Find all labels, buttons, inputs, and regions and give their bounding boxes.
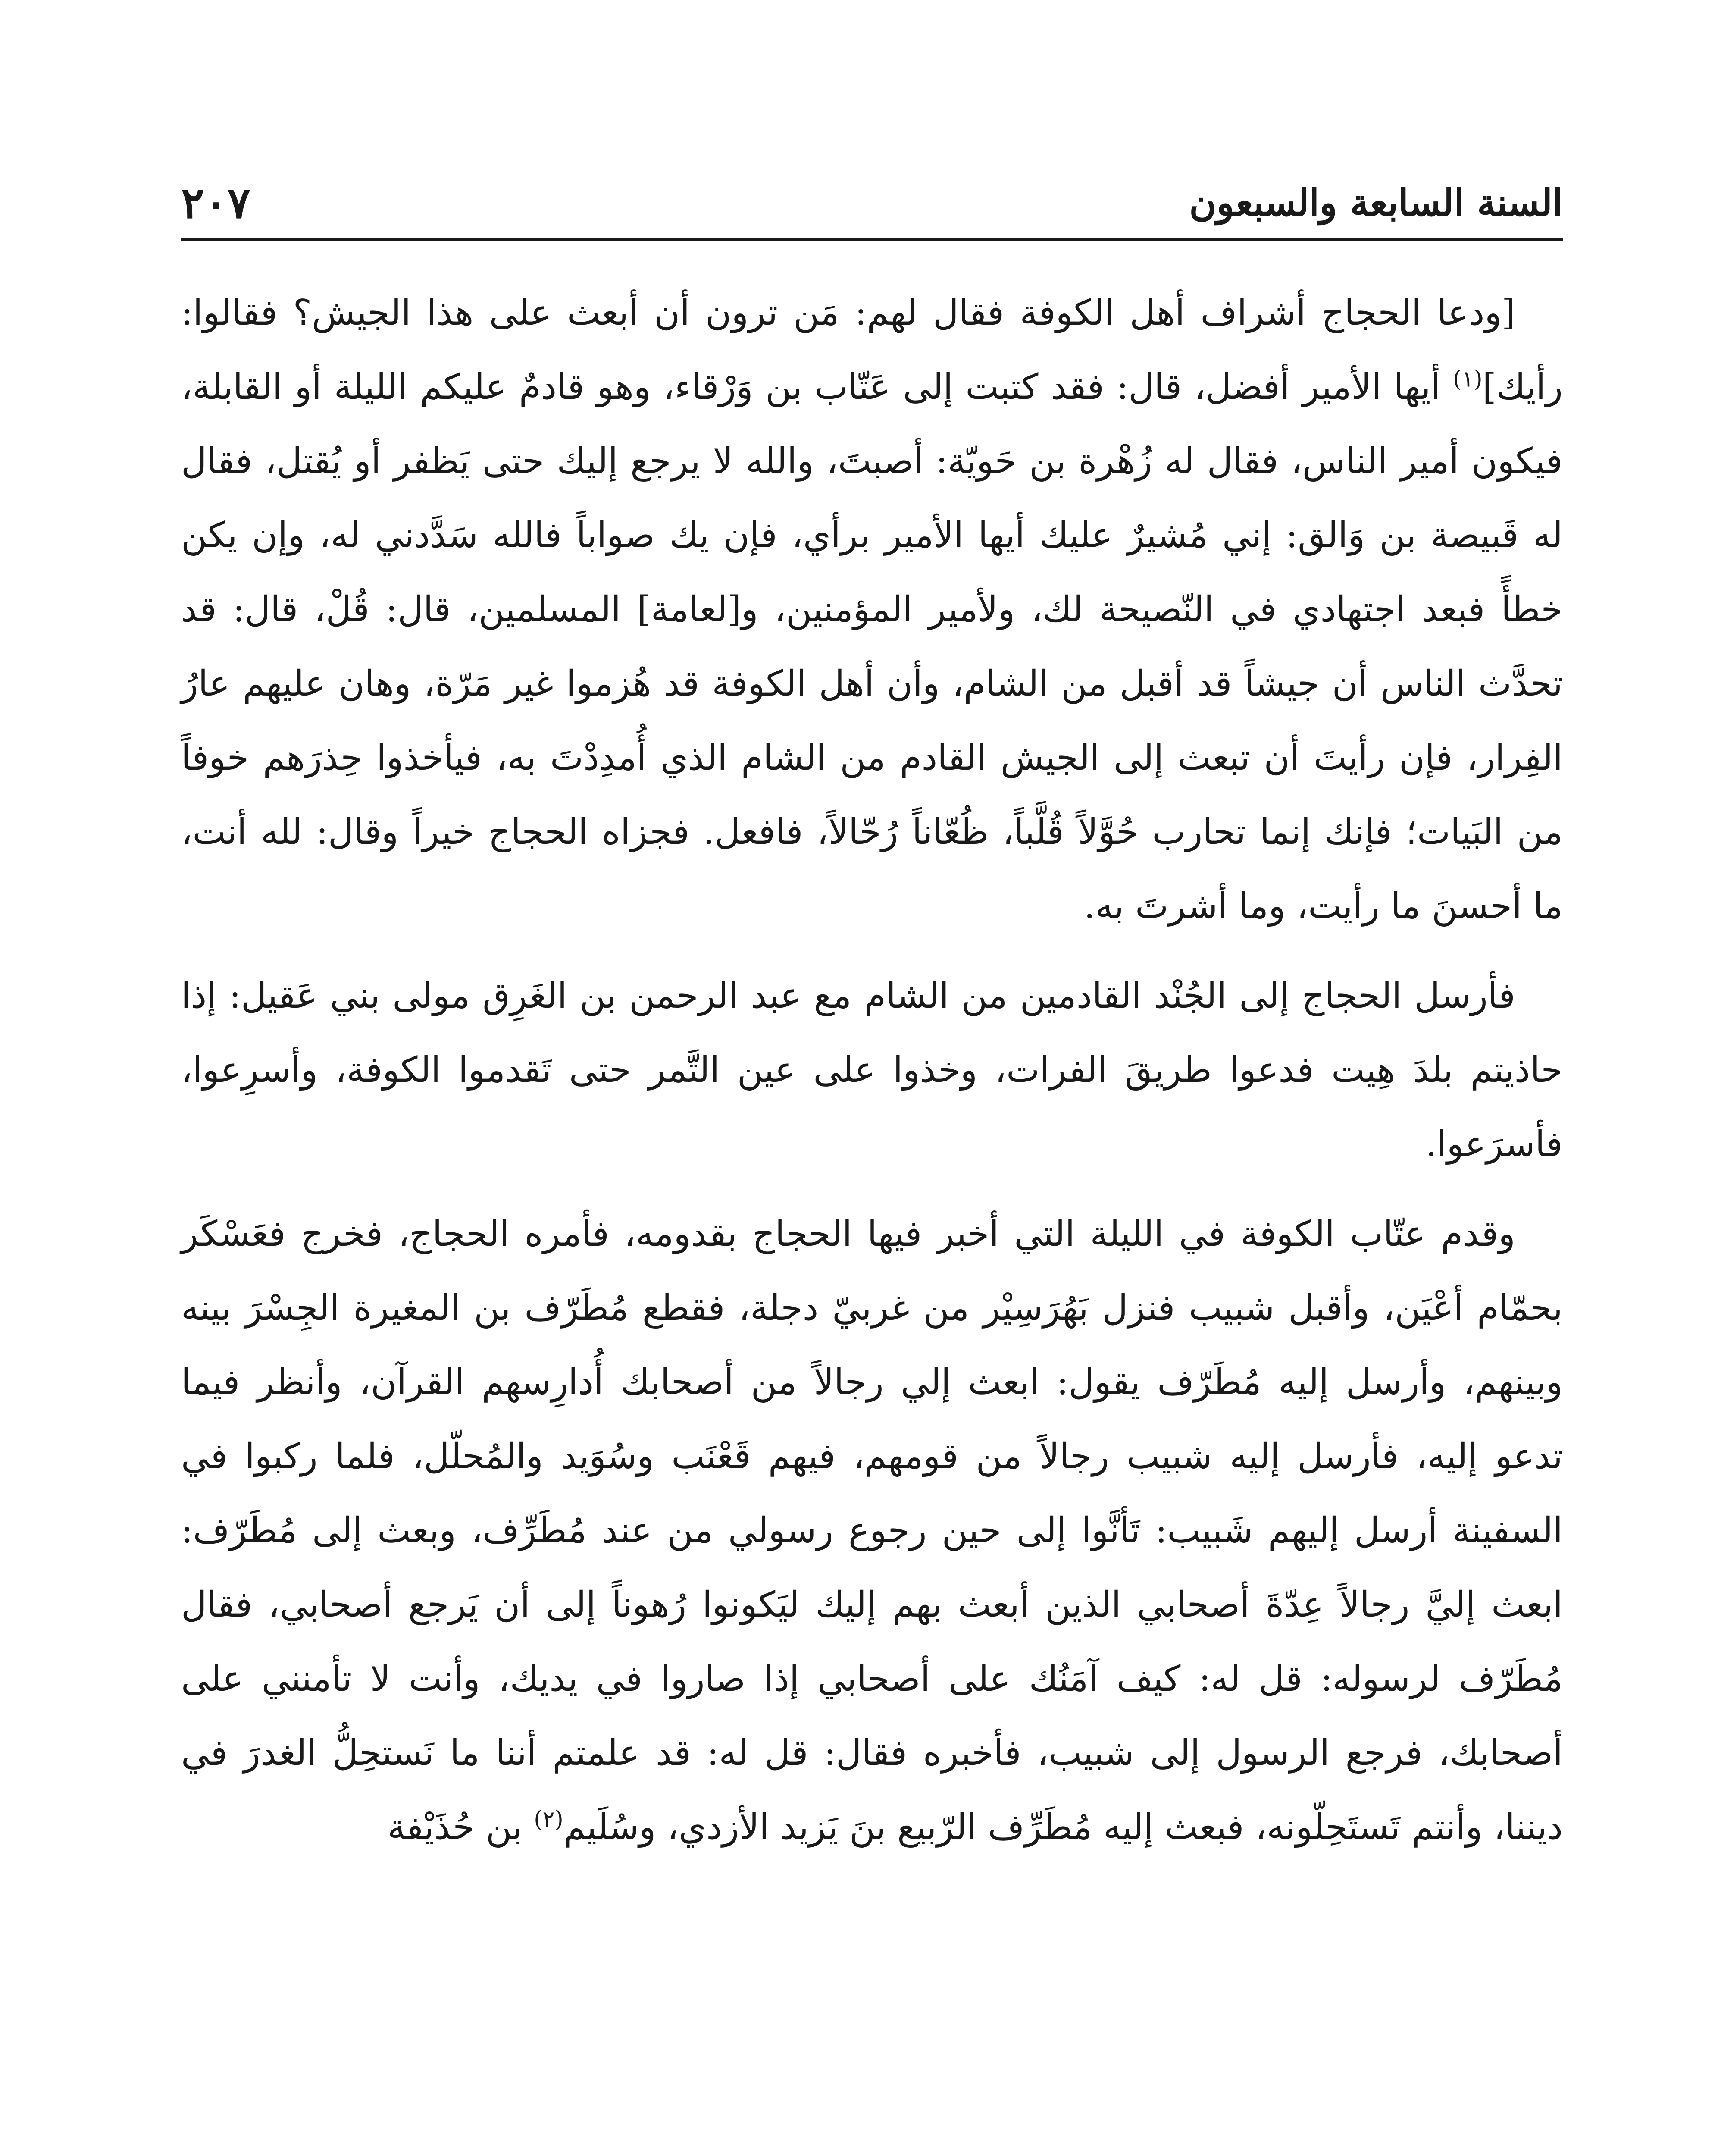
page-number: ٢٠٧	[181, 177, 251, 228]
paragraph-3-text-b: بن حُذَيْفة	[387, 1807, 534, 1848]
paragraph-3	[181, 1197, 1563, 1865]
paragraph-1	[181, 276, 1563, 943]
header-rule	[181, 238, 1563, 241]
main-text	[181, 276, 1563, 1880]
running-title: السنة السابعة والسبعون	[1189, 181, 1563, 225]
paragraph-2: فأرسل الحجاج إلى الجُنْد القادمين من الشام مع عبد الرحمن بن الغَرِق مولى بني عَقيل: إذا حاذيتم بلدَ هِيت فدعوا طريقَ الفرات، وخذوا على عين التَّمر حتى تَقدموا الكوفة، وأسرِعوا، فأسرَعوا.	[181, 975, 1563, 1165]
footnote-ref-1: (١)	[1453, 366, 1483, 392]
footnote-ref-2: (٢)	[534, 1806, 563, 1833]
paragraph-1-text-a: [ودعا الحجاج أشراف أهل الكوفة فقال لهم: مَن ترون أن أبعث على هذا الجيش؟ فقالوا: رأيك]	[181, 292, 1563, 407]
paragraph-3-text-a: وقدم عتّاب الكوفة في الليلة التي أخبر فيها الحجاج بقدومه، فأمره الحجاج، فخرج فعَسْكَر بحمّام أعْيَن، وأقبل شبيب فنزل بَهُرَسِيْر من غربيّ دجلة، فقطع مُطَرّف بن المغيرة الجِسْرَ بينه وبينهم، وأرسل إليه مُطَرّف يقول: ابعث إلي رجالاً من أصحابك أُدارِسهم القرآن، وأنظر فيما تدعو إليه، فأرسل إليه شبيب رجالاً من قومهم، فيهم قَعْنَب وسُوَيد والمُحلّل، فلما ركبوا في السفينة أرسل إليهم شَبيب: تَأنَّوا إلى حين رجوع رسولي من عند مُطَرِّف، وبعث إلى مُطَرّف: ابعث إليَّ رجالاً عِدّةَ أصحابي الذين أبعث بهم إليك ليَكونوا رُهوناً إلى أن يَرجع أصحابي، فقال مُطَرّف لرسوله: قل له: كيف آمَنُك على أصحابي إذا صاروا في يديك، وأنت لا تأمنني على أصحابك، فرجع الرسول إلى شبيب، فأخبره فقال: قل له: قد علمتم أننا ما نَستحِلُّ الغدرَ في ديننا، وأنتم تَستَحِلّونه، فبعث إليه مُطَرِّف الرّبيع بنَ يَزيد الأزدي، وسُلَيم	[181, 1213, 1563, 1848]
paragraph-1-text-b: أيها الأمير أفضل، قال: فقد كتبت إلى عَتّاب بن وَرْقاء، وهو قادمٌ عليكم الليلة أو القابلة، فيكون أمير الناس، فقال له زُهْرة بن حَويّة: أصبتَ، والله لا يرجع إليك حتى يَظفر أو يُقتل، فقال له قَبيصة بن وَالق: إني مُشيرٌ عليك أيها الأمير برأي، فإن يك صواباً فالله سَدَّدني له، وإن يكن خطأً فبعد اجتهادي في النّصيحة لك، ولأمير المؤمنين، و[لعامة] المسلمين، قال: قُلْ، قال: قد تحدَّث الناس أن جيشاً قد أقبل من الشام، وأن أهل الكوفة قد هُزموا غير مَرّة، وهان عليهم عارُ الفِرار، فإن رأيتَ أن تبعث إلى الجيش القادم من الشام الذي أُمدِدْتَ به، فيأخذوا حِذرَهم خوفاً من البَيات؛ فإنك إنما تحارب حُوَّلاً قُلَّباً، ظُعّاناً رُحّالاً، فافعل. فجزاه الحجاج خيراً وقال: لله أنت، ما أحسنَ ما رأيت، وما أشرتَ به.	[181, 367, 1563, 927]
page-header	[181, 155, 1563, 237]
